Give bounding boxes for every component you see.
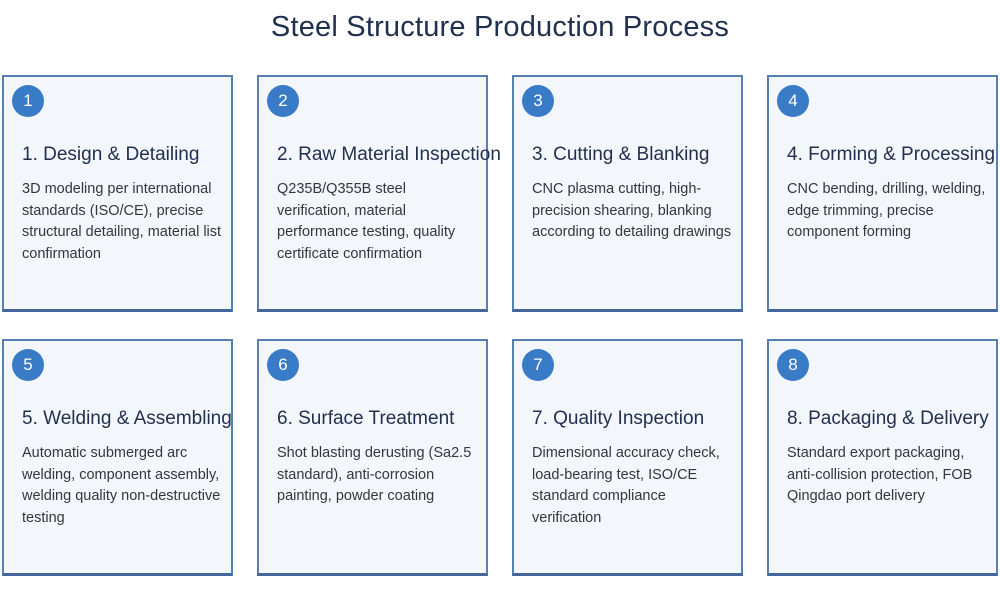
step-description: Standard export packaging, anti-collision protection, FOB Qingdao port delivery bbox=[787, 445, 973, 505]
page-title: Steel Structure Production Process bbox=[270, 11, 730, 43]
step-number-badge: 8 bbox=[777, 349, 809, 381]
step-title: 6. Surface Treatment bbox=[277, 408, 455, 430]
step-description: Q235B/Q355B steel verification, material performance testing, quality certificate confirmation bbox=[277, 181, 456, 262]
process-card-2 bbox=[257, 75, 501, 312]
step-number-badge: 5 bbox=[12, 349, 44, 381]
step-description: CNC bending, drilling, welding, edge trimming, precise component forming bbox=[787, 181, 986, 241]
step-description: Automatic submerged arc welding, component assembly, welding quality non-destructive testing bbox=[22, 445, 221, 526]
step-title: 2. Raw Material Inspection bbox=[277, 144, 501, 166]
process-card-7 bbox=[512, 339, 743, 576]
step-description: Shot blasting derusting (Sa2.5 standard), anti-corrosion painting, powder coating bbox=[277, 445, 472, 505]
step-title: 5. Welding & Assembling bbox=[22, 408, 232, 430]
process-card-4 bbox=[767, 75, 998, 312]
step-description: CNC plasma cutting, high-precision shearing, blanking according to detailing drawings bbox=[532, 181, 732, 241]
step-number-badge: 6 bbox=[267, 349, 299, 381]
process-grid bbox=[0, 75, 1000, 576]
step-title: 3. Cutting & Blanking bbox=[532, 144, 710, 166]
step-title: 8. Packaging & Delivery bbox=[787, 408, 989, 430]
step-description: Dimensional accuracy check, load-bearing test, ISO/CE standard compliance verification bbox=[532, 445, 720, 526]
step-title: 7. Quality Inspection bbox=[532, 408, 705, 430]
process-card-6 bbox=[257, 339, 488, 576]
process-card-8 bbox=[767, 339, 998, 576]
step-number-badge: 1 bbox=[12, 85, 44, 117]
process-card-5 bbox=[2, 339, 233, 576]
step-title: 4. Forming & Processing bbox=[787, 144, 996, 166]
step-number-badge: 2 bbox=[267, 85, 299, 117]
process-card-1 bbox=[2, 75, 233, 312]
step-number-badge: 4 bbox=[777, 85, 809, 117]
step-title: 1. Design & Detailing bbox=[22, 144, 200, 166]
step-number-badge: 7 bbox=[522, 349, 554, 381]
step-description: 3D modeling per international standards (ISO/CE), precise structural detailing, material list confirmation bbox=[22, 181, 222, 262]
process-card-3 bbox=[512, 75, 743, 312]
step-number-badge: 3 bbox=[522, 85, 554, 117]
